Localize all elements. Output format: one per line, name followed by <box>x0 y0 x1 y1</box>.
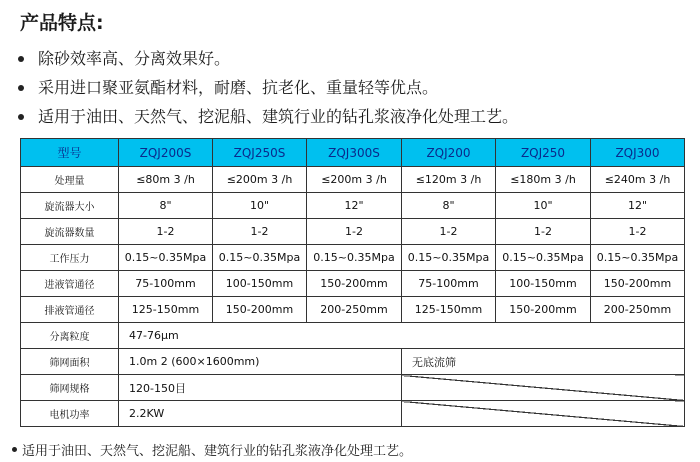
table-cell: 1-2 <box>213 219 307 245</box>
table-cell: 200-250mm <box>307 297 402 323</box>
table-row <box>21 375 685 401</box>
table-cell: ≤120m 3 /h <box>402 167 496 193</box>
table-cell: 150-200mm <box>307 271 402 297</box>
header-cell: ZQJ250 <box>496 139 591 167</box>
table-cell: 1-2 <box>119 219 213 245</box>
header-cell: ZQJ300 <box>591 139 685 167</box>
table-cell: 0.15~0.35Mpa <box>213 245 307 271</box>
table-cell: ≤180m 3 /h <box>496 167 591 193</box>
table-cell: 2.2KW <box>119 401 402 427</box>
table-cell: 0.15~0.35Mpa <box>591 245 685 271</box>
header-cell: ZQJ200 <box>402 139 496 167</box>
footer-note <box>12 440 412 459</box>
bullet-icon <box>18 85 24 91</box>
table-cell: 47-76μm <box>119 323 685 349</box>
table-cell: ≤80m 3 /h <box>119 167 213 193</box>
row-label: 分离粒度 <box>21 323 119 349</box>
spec-table <box>20 138 685 427</box>
header-cell: ZQJ250S <box>213 139 307 167</box>
bullet-icon <box>18 114 24 120</box>
feature-item <box>16 102 518 131</box>
table-cell: 0.15~0.35Mpa <box>496 245 591 271</box>
row-label: 处理量 <box>21 167 119 193</box>
header-cell: ZQJ300S <box>307 139 402 167</box>
table-cell: 10" <box>213 193 307 219</box>
table-cell: 1-2 <box>402 219 496 245</box>
table-cell: 150-200mm <box>591 271 685 297</box>
table-cell: ≤240m 3 /h <box>591 167 685 193</box>
table-row <box>21 401 685 427</box>
row-label: 排液管通径 <box>21 297 119 323</box>
table-cell: 8" <box>402 193 496 219</box>
table-cell: 120-150目 <box>119 375 402 401</box>
header-cell: ZQJ200S <box>119 139 213 167</box>
table-cell: 1-2 <box>307 219 402 245</box>
table-cell: ≤200m 3 /h <box>307 167 402 193</box>
table-cell: 200-250mm <box>591 297 685 323</box>
feature-text: 除砂效率高、分离效果好。 <box>38 49 231 68</box>
page-title: 产品特点: <box>20 12 104 34</box>
empty-diagonal-cell <box>402 401 685 427</box>
feature-item <box>16 44 518 73</box>
feature-list <box>16 44 518 131</box>
table-header-row <box>21 139 685 167</box>
table-row <box>21 167 685 193</box>
table-cell: 125-150mm <box>402 297 496 323</box>
table-cell: 100-150mm <box>496 271 591 297</box>
feature-item <box>16 73 518 102</box>
table-row <box>21 349 685 375</box>
table-cell: ≤200m 3 /h <box>213 167 307 193</box>
table-cell: 100-150mm <box>213 271 307 297</box>
table-cell: 1-2 <box>591 219 685 245</box>
table-row <box>21 271 685 297</box>
header-cell: 型号 <box>21 139 119 167</box>
row-label: 筛网面积 <box>21 349 119 375</box>
feature-text: 适用于油田、天然气、挖泥船、建筑行业的钻孔浆液净化处理工艺。 <box>38 107 519 126</box>
row-label: 电机功率 <box>21 401 119 427</box>
table-cell: 75-100mm <box>119 271 213 297</box>
bullet-icon <box>18 56 24 62</box>
feature-text: 采用进口聚亚氨酯材料，耐磨、抗老化、重量轻等优点。 <box>38 78 439 97</box>
table-cell: 0.15~0.35Mpa <box>119 245 213 271</box>
table-row <box>21 219 685 245</box>
row-label: 筛网规格 <box>21 375 119 401</box>
table-cell: 无底流筛 <box>402 349 685 375</box>
empty-diagonal-cell <box>402 375 685 401</box>
table-cell: 150-200mm <box>213 297 307 323</box>
table-row <box>21 193 685 219</box>
table-cell: 0.15~0.35Mpa <box>307 245 402 271</box>
table-row <box>21 323 685 349</box>
row-label: 工作压力 <box>21 245 119 271</box>
table-row <box>21 245 685 271</box>
table-cell: 150-200mm <box>496 297 591 323</box>
footer-text: 适用于油田、天然气、挖泥船、建筑行业的钻孔浆液净化处理工艺。 <box>22 444 413 459</box>
table-cell: 8" <box>119 193 213 219</box>
table-cell: 125-150mm <box>119 297 213 323</box>
table-cell: 1.0m 2 (600×1600mm) <box>119 349 402 375</box>
row-label: 旋流器数量 <box>21 219 119 245</box>
bullet-icon <box>12 447 17 452</box>
row-label: 旋流器大小 <box>21 193 119 219</box>
table-cell: 12" <box>307 193 402 219</box>
table-cell: 12" <box>591 193 685 219</box>
table-cell: 10" <box>496 193 591 219</box>
row-label: 进液管通径 <box>21 271 119 297</box>
table-cell: 75-100mm <box>402 271 496 297</box>
table-cell: 0.15~0.35Mpa <box>402 245 496 271</box>
table-cell: 1-2 <box>496 219 591 245</box>
table-row <box>21 297 685 323</box>
